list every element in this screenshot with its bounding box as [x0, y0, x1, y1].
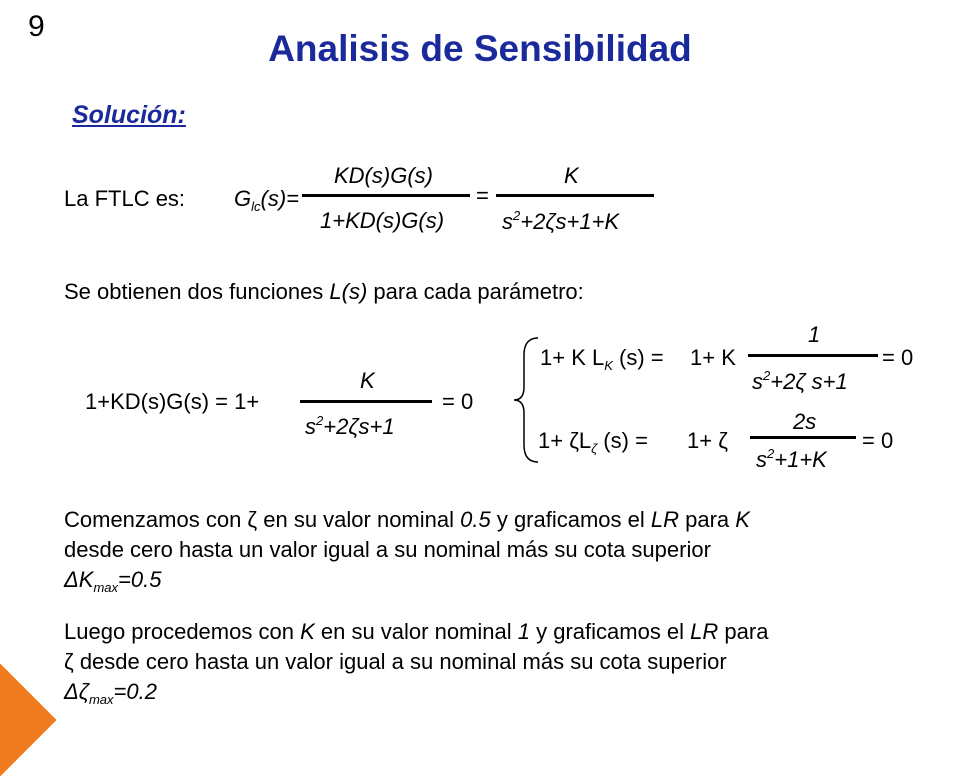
slide-number: 9 — [28, 10, 45, 43]
lk-eq-rhs: = 0 — [882, 345, 914, 370]
ftlc-lhs: $G_{lc}(s)=$ — [234, 186, 300, 214]
equals-sign: = — [476, 183, 489, 208]
ftlc-label: La FTLC es: — [64, 186, 186, 211]
fraction-bar — [300, 400, 432, 403]
fraction-bar — [496, 194, 654, 197]
lz-eq-denominator: $s^2+1+K$ — [756, 446, 827, 472]
ftlc-denominator-2: $s^2+2\zeta s+1+K$ — [502, 208, 620, 234]
slide-title: Analisis de Sensibilidad — [268, 28, 692, 69]
lk-eq-denominator: $s^2+2\zeta$ s+1 — [752, 368, 848, 394]
lk-eq-numerator: 1 — [808, 322, 821, 347]
fraction-bar — [750, 436, 856, 439]
solution-heading: Solución: — [72, 101, 186, 129]
ftlc-numerator-1: KD(s)G(s) — [334, 163, 433, 188]
char-eq-denominator: $s^2+2\zeta s+1$ — [305, 413, 395, 439]
ftlc-denominator-1: 1+KD(s)G(s) — [320, 208, 445, 233]
lz-eq-rhs: = 0 — [862, 428, 894, 453]
lz-eq-numerator: 2s — [793, 409, 817, 434]
ftlc-numerator-2: K — [564, 163, 579, 188]
corner-decoration — [0, 663, 57, 776]
lk-eq-mid: 1+ K — [690, 345, 736, 370]
paragraph-zeta-nominal: Comenzamos con ζ en su valor nominal 0.5 y graficamos el LR para K desde cero hasta un valor igual a su nominal más su cota superior $\Delta K_{max}=0.5$ — [64, 507, 750, 595]
lz-eq-mid: 1+ ζ — [687, 428, 728, 453]
lk-eq-lhs: 1+ K $L_K$ (s) = — [540, 345, 664, 373]
functions-sentence: Se obtienen dos funciones L(s) para cada parámetro: — [64, 279, 584, 304]
char-eq-numerator: K — [360, 368, 375, 393]
char-eq-rhs: = 0 — [442, 389, 474, 414]
paragraph-k-nominal: Luego procedemos con K en su valor nominal 1 y graficamos el LR para ζ desde cero hasta un valor igual a su nominal más su cota superior $\Delta\zeta_{max}=0.2$ — [64, 619, 769, 707]
fraction-bar — [748, 354, 878, 357]
char-eq-lhs: 1+KD(s)G(s) = 1+ — [85, 389, 260, 414]
fraction-bar — [302, 194, 470, 197]
lz-eq-lhs: $1+ \zeta L_\zeta$ (s) = — [538, 428, 648, 456]
